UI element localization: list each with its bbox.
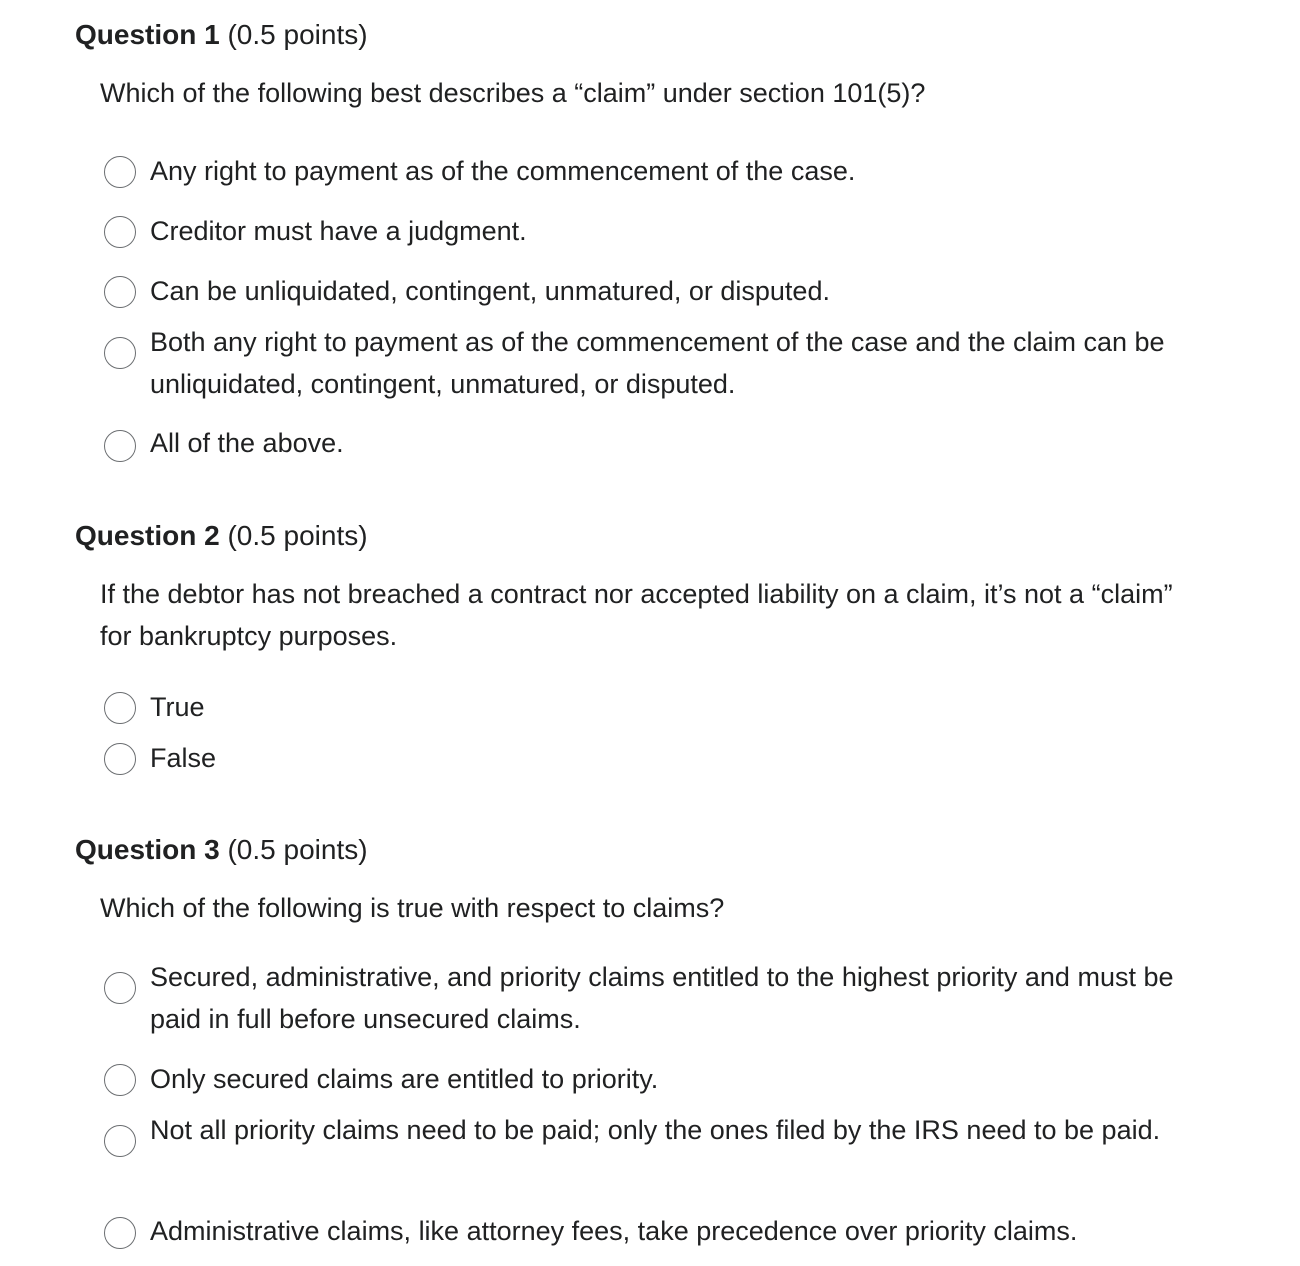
option-label: Can be unliquidated, contingent, unmatured, or disputed. <box>150 276 830 306</box>
option-label: Any right to payment as of the commencement of the case. <box>150 156 856 186</box>
option-label: Both any right to payment as of the commencement of the case and the claim can be unliquidated, contingent, unmatured, or disputed. <box>150 327 1165 399</box>
question-1-points: (0.5 points) <box>227 19 368 50</box>
radio-button[interactable] <box>104 1125 136 1157</box>
radio-button[interactable] <box>104 156 136 188</box>
question-3-title <box>75 833 368 867</box>
question-3-points: (0.5 points) <box>227 834 368 865</box>
radio-button[interactable] <box>104 276 136 308</box>
question-2-label: Question 2 <box>75 520 220 551</box>
question-2-prompt: If the debtor has not breached a contract nor accepted liability on a claim, it’s not a “claim” for bankruptcy purposes. <box>100 579 1173 651</box>
question-1-title <box>75 18 368 52</box>
question-3-label: Question 3 <box>75 834 220 865</box>
option-label: Only secured claims are entitled to priority. <box>150 1064 659 1094</box>
question-1-label: Question 1 <box>75 19 220 50</box>
option-label: Administrative claims, like attorney fees, take precedence over priority claims. <box>150 1216 1078 1246</box>
radio-button[interactable] <box>104 692 136 724</box>
radio-button[interactable] <box>104 1217 136 1249</box>
option-label: False <box>150 743 217 773</box>
radio-button[interactable] <box>104 216 136 248</box>
radio-button[interactable] <box>104 1064 136 1096</box>
option-label: Secured, administrative, and priority claims entitled to the highest priority and must be paid in full before unsecured claims. <box>150 962 1174 1034</box>
option-label: Creditor must have a judgment. <box>150 216 527 246</box>
question-3-prompt: Which of the following is true with respect to claims? <box>100 893 725 923</box>
question-1-prompt: Which of the following best describes a “claim” under section 101(5)? <box>100 78 926 108</box>
option-label: All of the above. <box>150 428 344 458</box>
radio-button[interactable] <box>104 337 136 369</box>
option-label: Not all priority claims need to be paid; only the ones filed by the IRS need to be paid. <box>150 1115 1161 1145</box>
radio-button[interactable] <box>104 972 136 1004</box>
radio-button[interactable] <box>104 743 136 775</box>
question-2-title <box>75 519 368 553</box>
radio-button[interactable] <box>104 430 136 462</box>
question-2-points: (0.5 points) <box>227 520 368 551</box>
option-label: True <box>150 692 205 722</box>
